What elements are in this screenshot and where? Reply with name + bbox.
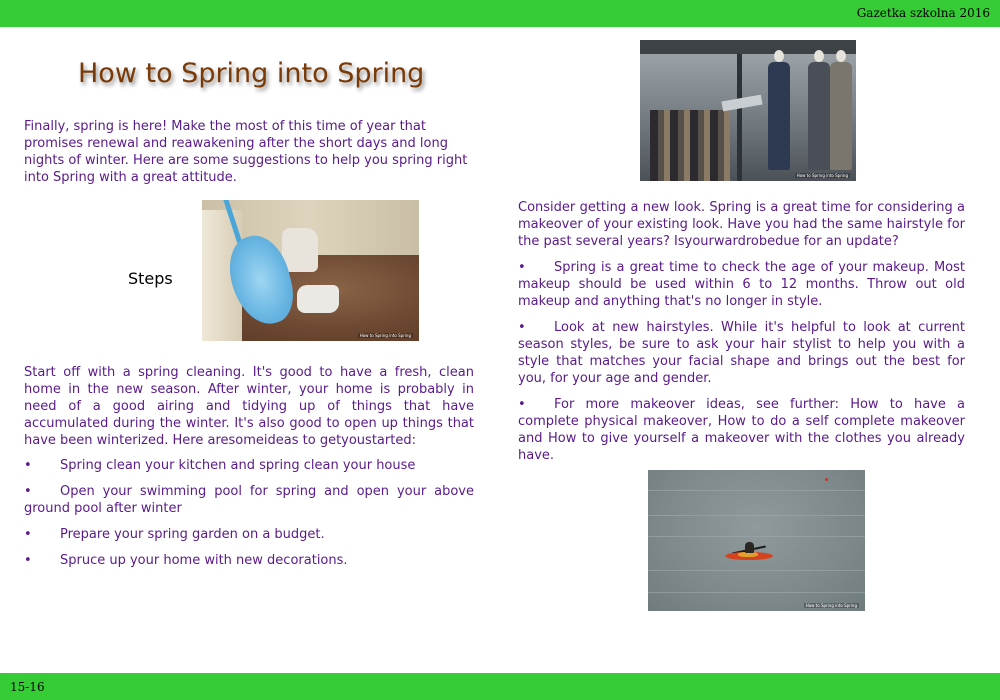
header-bar — [0, 0, 1000, 27]
makeover-list — [518, 259, 965, 473]
publication-name: Gazetka szkolna 2016 — [856, 6, 990, 20]
list-item: • Spruce up your home with new decorations. — [24, 553, 348, 568]
article-title: How to Spring into Spring — [78, 58, 425, 89]
intro-paragraph: Finally, spring is here! Make the most of this time of year that promises renewal and reawakening after the short days and long nights of winter. Here are some suggestions to help you spring right into Spring with a great attitude. — [24, 119, 468, 185]
list-item: • For more makeover ideas, see further: How to have a complete physical makeover, How to do a self complete makeover and How to give yourself a makeover with the clothes you already have. — [518, 397, 965, 463]
image-watermark: How to Spring into Spring — [796, 173, 848, 178]
cleaning-image — [202, 200, 419, 341]
kayak-image — [648, 470, 865, 611]
store-window-image — [640, 40, 856, 181]
new-look-paragraph: Consider getting a new look. Spring is a great time for considering a makeover of your existing look. Have you had the same hairstyle for the past several years? Isyourwardrobedue for an update? — [518, 200, 965, 249]
page-number: 15-16 — [10, 680, 45, 694]
list-item: • Look at new hairstyles. While it's helpful to look at current season styles, be sure to ask your hair stylist to help you with a style that matches your facial shape and brings out the best for you, for your age and gender. — [518, 320, 965, 386]
footer-bar — [0, 673, 1000, 700]
image-watermark: How to Spring into Spring — [359, 333, 411, 338]
cleaning-list — [24, 457, 474, 578]
image-watermark: How to Spring into Spring — [805, 603, 857, 608]
list-item: • Spring is a great time to check the age of your makeup. Most makeup should be used within 6 to 12 months. Throw out old makeup and anything that's no longer in style. — [518, 260, 965, 309]
steps-label: Steps — [128, 269, 173, 288]
list-item: • Spring clean your kitchen and spring clean your house — [24, 458, 416, 473]
cleaning-paragraph: Start off with a spring cleaning. It's good to have a fresh, clean home in the new season. After winter, your home is probably in need of a good airing and tidying up of things that have accumulated during the winter. It's also good to open up things that have been winterized. Here aresomeideas to getyoustarted: — [24, 365, 474, 448]
list-item: • Prepare your spring garden on a budget. — [24, 527, 325, 542]
list-item: • Open your swimming pool for spring and open your above ground pool after winter — [24, 484, 474, 516]
